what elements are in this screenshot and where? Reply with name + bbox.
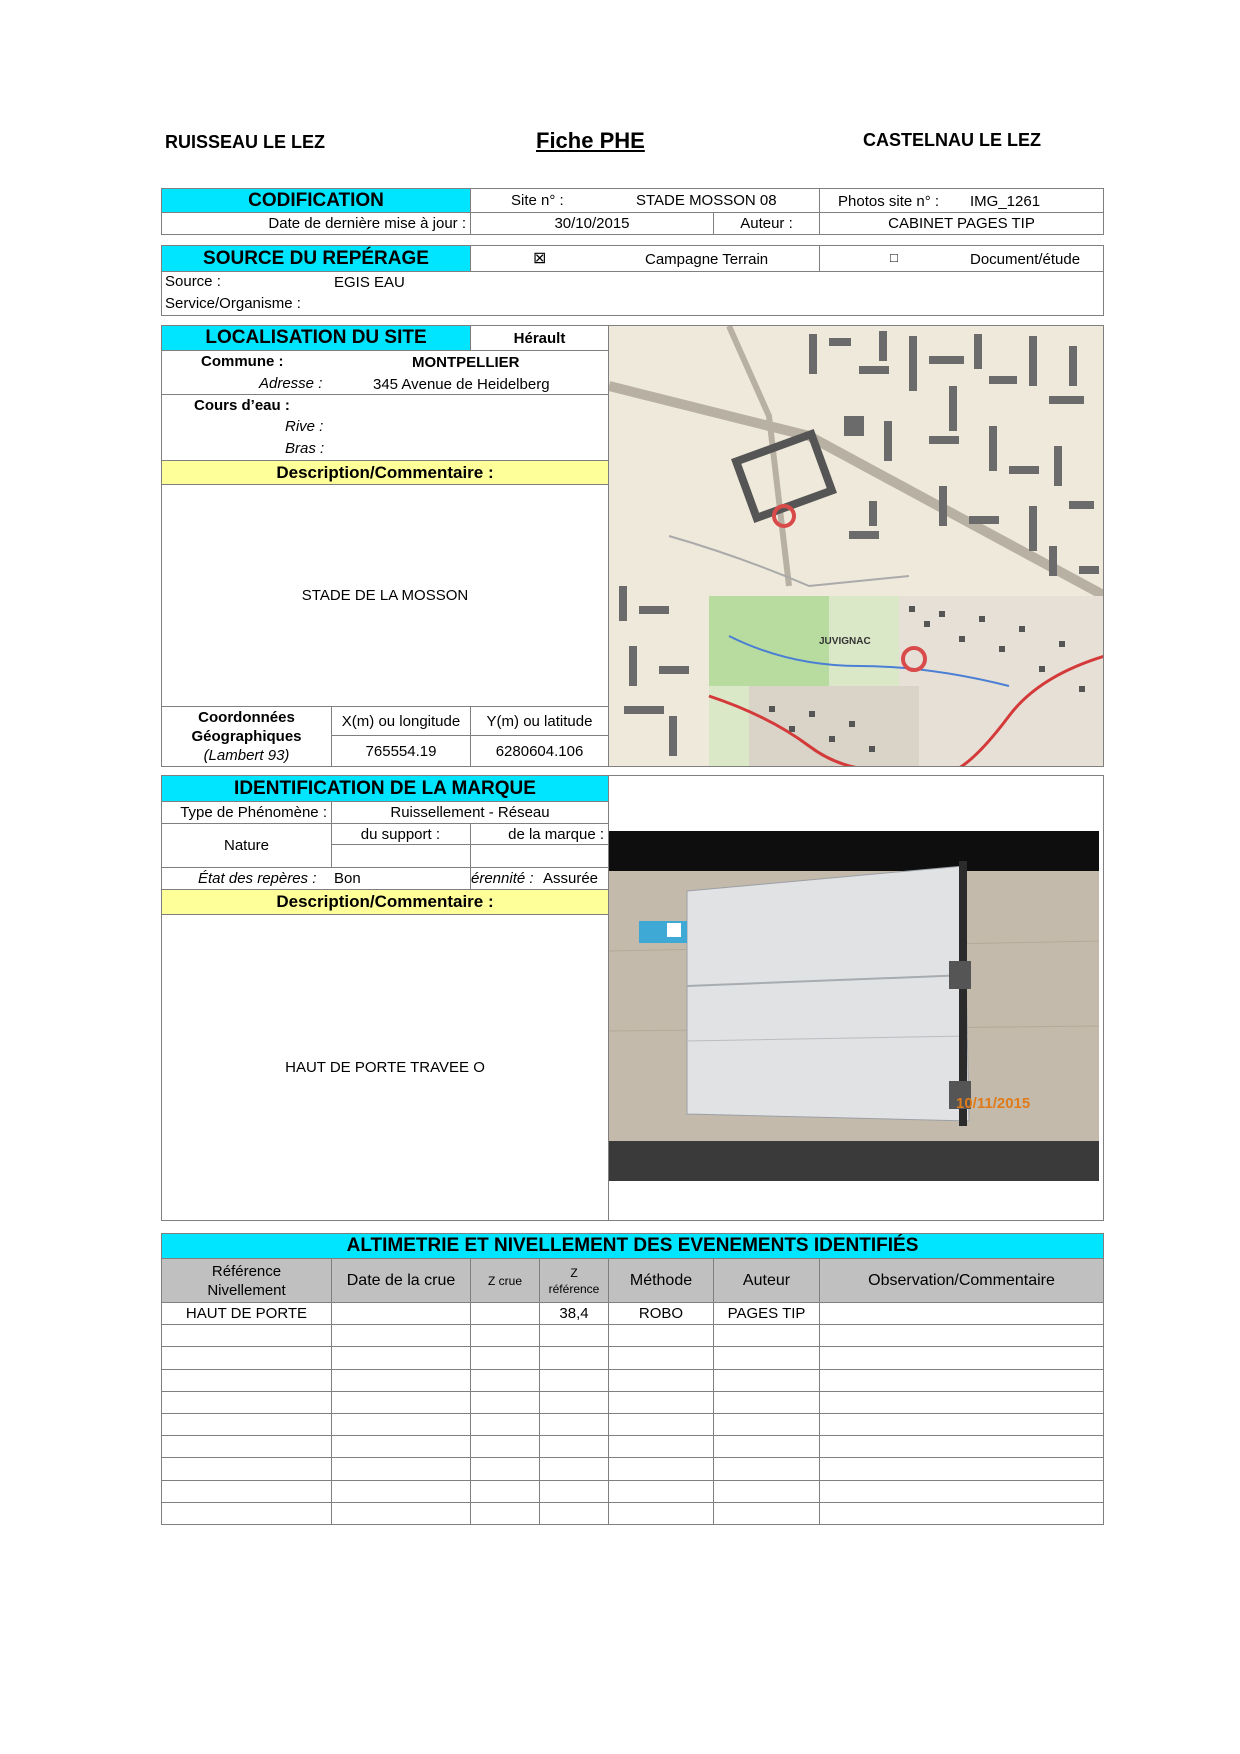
cell-date [331,1480,471,1503]
type-label: Type de Phénomène : [161,801,332,824]
date-label: Date de dernière mise à jour : [161,212,471,235]
photo-frame [608,775,1104,1221]
cell-zref [539,1457,609,1480]
localisation-title: LOCALISATION DU SITE [161,325,471,351]
cell-observation [819,1346,1104,1369]
cell-date [331,1302,471,1325]
cell-zcrue [470,1346,540,1369]
cell-reference [161,1435,332,1458]
cell-zref [539,1391,609,1414]
source-details [161,271,1104,316]
cell-zcrue [470,1369,540,1392]
support-label: du support : [331,823,471,845]
cell-zcrue [470,1480,540,1503]
codification-title: CODIFICATION [161,188,471,213]
cell-zcrue [470,1435,540,1458]
perennite-label: érennité : [471,870,534,887]
cell-methode [608,1346,714,1369]
cell-reference [161,1346,332,1369]
commune-name: CASTELNAU LE LEZ [863,130,1041,150]
cell-methode [608,1324,714,1347]
x-label: X(m) ou longitude [331,706,471,736]
cell-auteur [713,1480,820,1503]
commune-value: MONTPELLIER [412,354,520,371]
cell-observation [819,1391,1104,1414]
perennite-value: Assurée [543,870,599,887]
cell-date [331,1435,471,1458]
col-header-observation: Observation/Commentaire [819,1258,1104,1303]
cell-zref [539,1324,609,1347]
col-header-auteur: Auteur [713,1258,820,1303]
cell-observation [819,1480,1104,1503]
cell-zref [539,1369,609,1392]
cell-date [331,1457,471,1480]
cell-auteur [713,1346,820,1369]
cell-zref [539,1480,609,1503]
departement: Hérault [470,325,609,351]
identification-desc-value: HAUT DE PORTE TRAVEE O [161,914,609,1221]
cell-zref [539,1502,609,1525]
cell-methode [608,1502,714,1525]
perennite-cell [470,867,609,890]
cell-zcrue [470,1413,540,1436]
y-value: 6280604.106 [470,735,609,767]
cell-date [331,1413,471,1436]
page-title: Fiche PHE [536,128,645,153]
coord-label-3: (Lambert 93) [203,747,290,764]
altimetrie-title: ALTIMETRIE ET NIVELLEMENT DES EVENEMENTS IDENTIFIÉS [161,1233,1104,1259]
site-value: STADE MOSSON 08 [636,192,777,209]
photos-cell [819,188,1104,213]
cell-observation [819,1457,1104,1480]
etat-cell [161,867,471,890]
source-label: Source : [165,273,221,290]
door-photo-image [609,831,1099,1181]
cell-methode: ROBO [608,1302,714,1325]
cell-observation [819,1435,1104,1458]
cell-reference [161,1391,332,1414]
cell-observation [819,1369,1104,1392]
cell-methode [608,1457,714,1480]
cell-auteur [713,1413,820,1436]
cell-zcrue [470,1457,540,1480]
document-cell [819,245,1104,272]
marque-label: de la marque : [470,823,609,845]
cell-observation [819,1502,1104,1525]
x-value: 765554.19 [331,735,471,767]
document-label: Document/étude [970,251,1081,268]
coord-label [161,706,332,767]
cell-methode [608,1435,714,1458]
cell-reference [161,1502,332,1525]
document-checkbox[interactable]: □ [890,250,898,265]
localisation-desc-title: Description/Commentaire : [161,460,609,485]
nature-label: Nature [161,823,332,868]
cell-auteur [713,1435,820,1458]
y-label: Y(m) ou latitude [470,706,609,736]
cours-eau-label: Cours d’eau : [194,397,290,414]
cell-date [331,1391,471,1414]
campagne-label: Campagne Terrain [645,251,769,268]
cell-methode [608,1391,714,1414]
cell-observation [819,1302,1104,1325]
cell-date [331,1369,471,1392]
date-value: 30/10/2015 [470,212,714,235]
cell-auteur [713,1324,820,1347]
photo-date: 10/11/2015 [956,1095,1031,1112]
cell-methode [608,1480,714,1503]
support-value [331,844,471,868]
source-title: SOURCE DU REPÉRAGE [161,245,471,272]
col-header-reference: Référence Nivellement [161,1258,332,1303]
campagne-cell [470,245,820,272]
photos-label: Photos site n° : [838,193,940,210]
photos-value: IMG_1261 [970,193,1041,210]
cell-zcrue [470,1502,540,1525]
commune-label: Commune : [201,353,284,370]
site-label: Site n° : [511,192,564,209]
site-cell [470,188,820,213]
col-header-zref: Z référence [539,1258,609,1303]
cell-date [331,1324,471,1347]
etat-label: État des repères : [198,870,317,887]
cell-auteur [713,1457,820,1480]
adresse-label: Adresse : [259,375,323,392]
localisation-desc-value: STADE DE LA MOSSON [161,484,609,707]
cell-zref: 38,4 [539,1302,609,1325]
type-value: Ruissellement - Réseau [331,801,609,824]
cadastral-map-image [609,326,1104,767]
cell-observation [819,1324,1104,1347]
cell-date [331,1346,471,1369]
cell-reference: HAUT DE PORTE [161,1302,332,1325]
bras-label: Bras : [285,440,325,457]
cell-zref [539,1346,609,1369]
cell-zref [539,1435,609,1458]
col-header-methode: Méthode [608,1258,714,1303]
cell-reference [161,1480,332,1503]
map-label: JUVIGNAC [819,636,871,647]
cell-auteur [713,1391,820,1414]
etat-value: Bon [334,870,361,887]
cell-observation [819,1413,1104,1436]
col-header-date: Date de la crue [331,1258,471,1303]
rive-label: Rive : [285,418,324,435]
cell-zcrue [470,1324,540,1347]
identification-title: IDENTIFICATION DE LA MARQUE [161,775,609,802]
cell-methode [608,1369,714,1392]
service-label: Service/Organisme : [165,295,301,312]
cell-reference [161,1324,332,1347]
campagne-checkbox[interactable]: ⊠ [533,250,547,267]
cell-methode [608,1413,714,1436]
service-value: EGIS EAU [334,274,405,291]
cell-zcrue [470,1302,540,1325]
cell-reference [161,1369,332,1392]
cell-auteur [713,1369,820,1392]
site-map[interactable] [608,325,1104,767]
auteur-value: CABINET PAGES TIP [819,212,1104,235]
identification-desc-title: Description/Commentaire : [161,889,609,915]
site-photo[interactable] [609,831,1099,1181]
cell-reference [161,1457,332,1480]
marque-value [470,844,609,868]
cell-auteur: PAGES TIP [713,1302,820,1325]
commune-block [161,350,609,395]
cell-reference [161,1413,332,1436]
coord-label-1: Coordonnées [198,709,295,726]
cours-eau-block [161,394,609,461]
col-header-zcrue: Z crue [470,1258,540,1303]
cell-zcrue [470,1391,540,1414]
adresse-value: 345 Avenue de Heidelberg [373,376,550,393]
coord-label-2: Géographiques [191,728,302,745]
auteur-label: Auteur : [713,212,820,235]
cell-zref [539,1413,609,1436]
cell-auteur [713,1502,820,1525]
cell-date [331,1502,471,1525]
river-name: RUISSEAU LE LEZ [165,132,326,152]
